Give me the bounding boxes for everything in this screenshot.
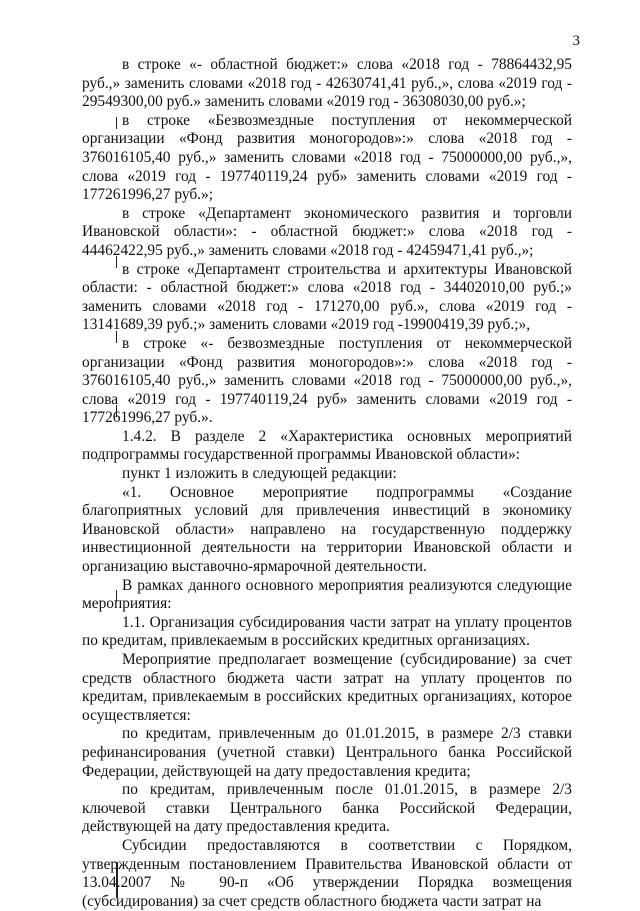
paragraph: в строке «- областной бюджет:» слова «2018 год - 78864432,95 руб.,» заменить словами «2018 год - 42630741,41 руб.,», слова «2019 год - 29549300,00 руб.» заменить словами «2019 год - 36308030,00 руб.»; bbox=[82, 56, 572, 111]
paragraph: В рамках данного основного мероприятия реализуются следующие мероприятия: bbox=[82, 576, 572, 613]
paragraph: Мероприятие предполагает возмещение (субсидирование) за счет средств областного бюджета части затрат на уплату процентов по кредитам, привлекаемым в российских кредитных организациях, которое осуществляется: bbox=[82, 651, 572, 724]
paragraph: 1.1. Организация субсидирования части затрат на уплату процентов по кредитам, привлекаемым в российских кредитных организациях. bbox=[82, 613, 572, 650]
page-number: 3 bbox=[572, 33, 580, 49]
paragraph: Субсидии предоставляются в соответствии с Порядком, утвержденным постановлением Правительства Ивановской области от 13.04.2007 № 90-п «Об утверждении Порядка возмещения (субсидирования) за счет средств областного бюджета части затрат на bbox=[82, 836, 572, 910]
paragraph: по кредитам, привлеченным до 01.01.2015, в размере 2/3 ставки рефинансирования (учетной ставки) Центрального банка Российской Федерации, действующей на дату предоставления кредита; bbox=[82, 725, 572, 780]
paragraph: в строке «Безвозмездные поступления от некоммерческой организации «Фонд развития моногородов»:» слова «2018 год - 376016105,40 руб.,» заменить словами «2018 год - 75000000,00 руб.,», слова «2019 год - 197740119,24 руб» заменить словами «2019 год - 177261996,27 руб.»; bbox=[82, 111, 572, 204]
paragraph: по кредитам, привлеченным после 01.01.2015, в размере 2/3 ключевой ставки Центрального банка Российской Федерации, действующей на дату предоставления кредита. bbox=[82, 781, 572, 836]
paragraph: 1.4.2. В разделе 2 «Характеристика основных мероприятий подпрограммы государственной программы Ивановской области»: bbox=[82, 427, 572, 464]
paragraph: пункт 1 изложить в следующей редакции: bbox=[122, 465, 397, 483]
paragraph: «1. Основное мероприятие подпрограммы «Создание благоприятных условий для привлечения инвестиций в экономику Ивановской области» направлено на государственную поддержку инвестиционной деятельности на территории Ивановской области и организацию выставочно-ярмарочной деятельности. bbox=[82, 483, 572, 576]
paragraph: в строке «Департамент строительства и архитектуры Ивановской области: - областной бюджет:» слова «2018 год - 34402010,00 руб.;» заменить словами «2018 год - 171270,00 руб.», слова «2019 год - 13141689,39 руб.;» заменить словами «2019 год -19900419,39 руб.;», bbox=[82, 260, 572, 334]
document-body bbox=[82, 56, 572, 911]
paragraph: в строке «Департамент экономического развития и торговли Ивановской области»: - областной бюджет:» слова «2018 год - 44462422,95 руб.,» заменить словами «2018 год - 42459471,41 руб.,»; bbox=[82, 204, 572, 259]
paragraph: в строке «- безвозмездные поступления от некоммерческой организации «Фонд развития моногородов»:» слова «2018 год - 376016105,40 руб.,» заменить словами «2018 год - 75000000,00 руб.,», слова «2019 год - 197740119,24 руб» заменить словами «2019 год - 177261996,27 руб.». bbox=[82, 334, 572, 427]
